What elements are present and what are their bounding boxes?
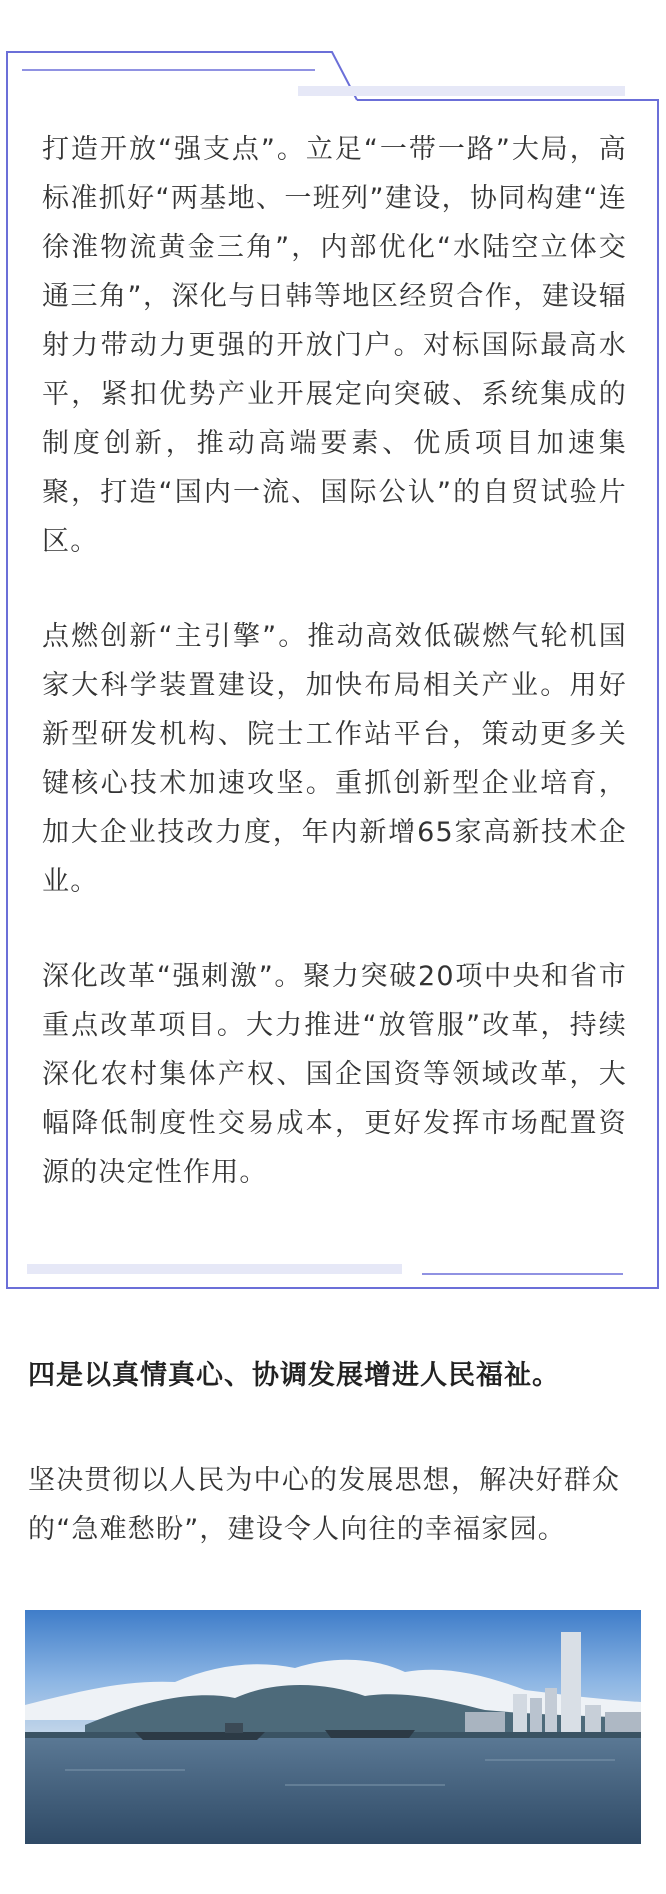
harbor-city-photo [25, 1610, 641, 1844]
photo-water [25, 1738, 641, 1844]
section-intro-paragraph: 坚决贯彻以人民为中心的发展思想，解决好群众的“急难愁盼”，建设令人向往的幸福家园。 [28, 1465, 621, 1545]
photo-boat-1 [135, 1732, 265, 1740]
frame-top-accent-bar [298, 86, 625, 96]
boxed-content [42, 125, 627, 1243]
paragraph-innovation: 点燃创新“主引擎”。推动高效低碳燃气轮机国家大科学装置建设，加快布局相关产业。用好新型研发机构、院士工作站平台，策动更多关键核心技术加速攻坚。重抓创新型企业培育，加大企业技改力度，年内新增65家高新技术企业。 [42, 621, 627, 897]
photo-boat-2 [325, 1730, 415, 1738]
photo-tower [561, 1632, 581, 1732]
frame-bottom-accent-bar [27, 1264, 402, 1274]
paragraph-reform: 深化改革“强刺激”。聚力突破20项中央和省市重点改革项目。大力推进“放管服”改革，持续深化农村集体产权、国企国资等领域改革，大幅降低制度性交易成本，更好发挥市场配置资源的决定性作用。 [42, 961, 627, 1188]
paragraph-opening: 打造开放“强支点”。立足“一带一路”大局，高标准抓好“两基地、一班列”建设，协同构建“连徐淮物流黄金三角”，内部优化“水陆空立体交通三角”，深化与日韩等地区经贸合作，建设辐射力带动力更强的开放门户。对标国际最高水平，紧扣优势产业开展定向突破、系统集成的制度创新，推动高端要素、优质项目加速集聚，打造“国内一流、国际公认”的自贸试验片区。 [42, 134, 627, 557]
section-heading: 四是以真情真心、协调发展增进人民福祉。 [28, 1360, 560, 1391]
